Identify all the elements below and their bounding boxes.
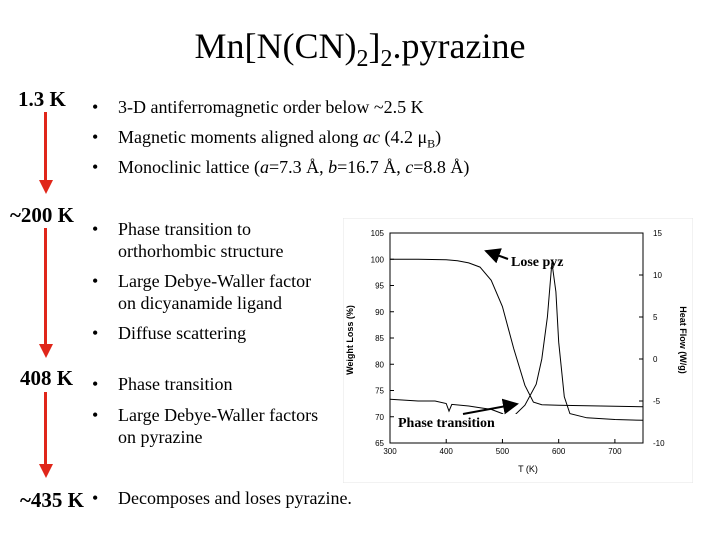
list-item (92, 487, 352, 509)
red-arrow-line (44, 392, 47, 466)
bullet-text: B (427, 136, 436, 151)
title-subscript: 2 (356, 46, 369, 73)
bullet-marker: • (92, 271, 99, 291)
list-item (92, 126, 442, 155)
title-subscript: 2 (380, 46, 393, 73)
list-item (92, 404, 319, 448)
annotation-phase-transition: Phase transition (398, 416, 495, 431)
bullet-text: a (259, 157, 269, 177)
bullet-marker: • (92, 323, 99, 343)
list-item (92, 270, 312, 314)
bullet-text: c (405, 157, 414, 177)
list-item (92, 373, 233, 395)
bullet-text: on dicyanamide ligand (118, 293, 282, 313)
y2-tick-label: 10 (653, 271, 662, 280)
bullet-text: Phase transition (118, 374, 233, 394)
title-part: Mn[N(CN) (194, 26, 357, 66)
red-arrow-head (39, 180, 53, 194)
x-tick-label: 500 (495, 447, 510, 456)
title-part: ] (368, 26, 381, 66)
red-arrow-line (44, 112, 47, 182)
bullet-marker: • (92, 219, 99, 239)
y-tick-label: 90 (375, 307, 384, 317)
list-item (92, 156, 470, 178)
bullet-text: 3-D antiferromagnetic order below ~2.5 K (118, 97, 424, 117)
bullet-text: =7.3 Å, (268, 157, 329, 177)
y-axis-label: Weight Loss (%) (345, 305, 355, 375)
bullet-text: Monoclinic lattice ( (118, 157, 260, 177)
y2-axis-label: Heat Flow (W/g) (678, 306, 688, 374)
y-tick-label: 75 (375, 386, 384, 396)
tga-dsc-chart (343, 218, 693, 483)
red-arrow-head (39, 464, 53, 478)
x-axis-label: T (K) (518, 464, 538, 474)
x-tick-label: 600 (551, 447, 566, 456)
y2-tick-label: 5 (653, 313, 658, 322)
bullet-marker: • (92, 405, 99, 425)
bullet-text: Large Debye-Waller factors (118, 405, 319, 425)
bullet-text: Decomposes and loses pyrazine. (118, 488, 352, 508)
bullet-text: (4.2 μ (379, 127, 428, 147)
x-tick-label: 400 (439, 447, 453, 456)
bullet-text: =16.7 Å, (337, 157, 406, 177)
bullet-marker: • (92, 374, 99, 394)
bullet-text: b (328, 157, 338, 177)
list-item (92, 218, 284, 262)
temperature-label-3: 408 K (20, 366, 74, 390)
y-tick-label: 80 (375, 360, 384, 370)
bullet-marker: • (92, 488, 99, 508)
y-tick-label: 85 (375, 334, 384, 343)
title-part: .pyrazine (392, 26, 526, 66)
bullet-text: orthorhombic structure (118, 241, 284, 261)
x-tick-label: 300 (383, 447, 397, 456)
bullet-marker: • (92, 127, 99, 147)
bullet-marker: • (92, 97, 99, 117)
y-tick-label: 100 (370, 255, 384, 265)
list-item (92, 322, 247, 344)
y-tick-label: 65 (375, 439, 384, 448)
bullet-text: Phase transition to (118, 219, 251, 239)
bullet-text: Diffuse scattering (118, 323, 247, 343)
y-tick-label: 70 (375, 412, 384, 422)
bullet-text: ) (435, 127, 442, 147)
bullet-text: Large Debye-Waller factor (118, 271, 312, 291)
y-tick-label: 105 (370, 229, 384, 238)
y2-tick-label: 15 (653, 229, 662, 238)
bullet-text: =8.8 Å) (413, 157, 470, 177)
bullet-text: ac (362, 127, 380, 147)
list-item (92, 96, 424, 118)
y2-tick-label: -10 (653, 439, 665, 448)
y-tick-label: 95 (375, 281, 384, 291)
y2-tick-label: 0 (653, 355, 658, 364)
bullet-text: on pyrazine (118, 427, 203, 447)
page-title (0, 24, 720, 81)
x-tick-label: 700 (608, 447, 622, 456)
red-arrow-line (44, 228, 47, 346)
y2-tick-label: -5 (653, 397, 661, 406)
annotation-lose-pyz: Lose pyz (511, 255, 564, 270)
bullet-marker: • (92, 157, 99, 177)
bullet-text: Magnetic moments aligned along (118, 127, 363, 147)
red-arrow-head (39, 344, 53, 358)
temperature-label-2: ~200 K (10, 203, 75, 227)
temperature-label-1: 1.3 K (18, 87, 66, 111)
temperature-label-4: ~435 K (20, 488, 85, 512)
